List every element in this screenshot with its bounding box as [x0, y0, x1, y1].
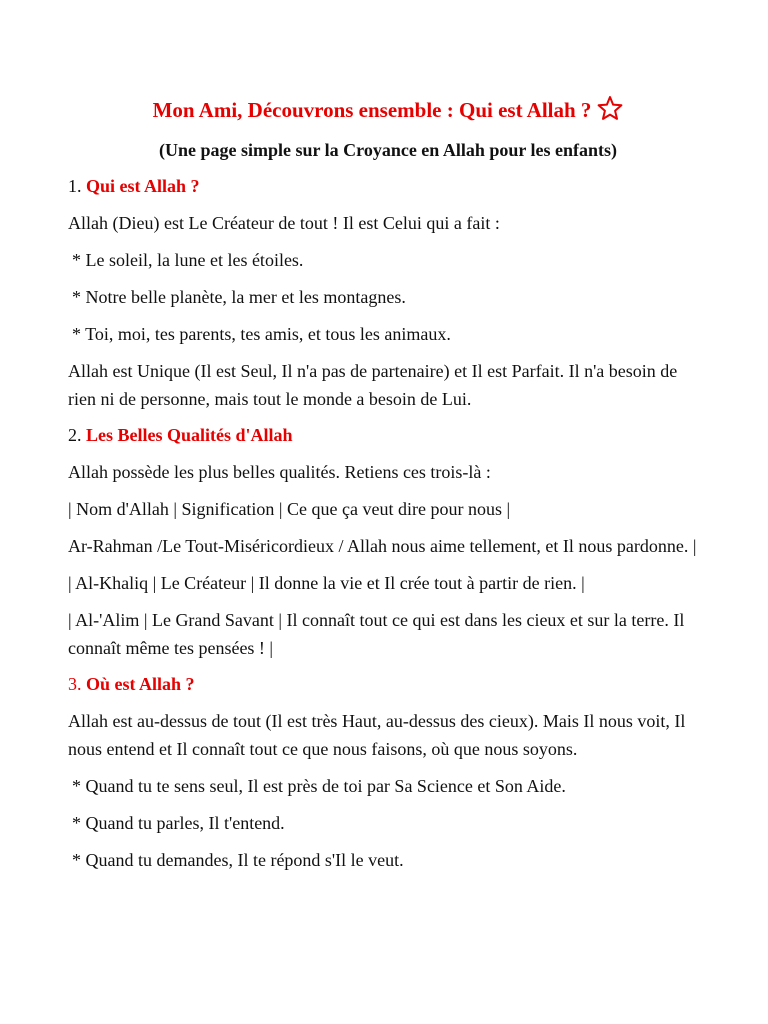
- document-subtitle: (Une page simple sur la Croyance en Allah pour les enfants): [158, 140, 618, 160]
- document-page: [68, 92, 708, 874]
- bullet-item: * Quand tu demandes, Il te répond s'Il le veut.: [72, 850, 404, 870]
- section-number: 2.: [68, 425, 82, 445]
- section-outro: Allah est Unique (Il est Seul, Il n'a pas de partenaire) et Il est Parfait. Il n'a besoin de rien ni de personne, mais tout le monde a besoin de Lui.: [68, 361, 678, 409]
- section-number: 1.: [68, 176, 82, 196]
- section-title: Où est Allah ?: [86, 674, 195, 694]
- section-intro: Allah possède les plus belles qualités. Retiens ces trois-là :: [68, 462, 491, 482]
- section-title: Qui est Allah ?: [86, 176, 200, 196]
- section-heading-2: [68, 421, 708, 449]
- section-heading-3: [68, 670, 708, 698]
- table-row-text: | Nom d'Allah | Signification | Ce que ça veut dire pour nous |: [68, 499, 511, 519]
- bullet-item: * Notre belle planète, la mer et les montagnes.: [72, 287, 406, 307]
- section-intro: Allah (Dieu) est Le Créateur de tout ! Il est Celui qui a fait :: [68, 213, 500, 233]
- table-row-text: | Al-'Alim | Le Grand Savant | Il connaît tout ce qui est dans les cieux et sur la terre. Il connaît même tes pensées ! |: [68, 610, 685, 658]
- bullet-item: * Quand tu parles, Il t'entend.: [72, 813, 285, 833]
- star-outline-icon: [597, 95, 623, 132]
- table-row-text: Ar-Rahman /Le Tout-Miséricordieux / Allah nous aime tellement, et Il nous pardonne. |: [68, 536, 697, 556]
- bullet-item: * Le soleil, la lune et les étoiles.: [72, 250, 304, 270]
- document-title-text: Mon Ami, Découvrons ensemble : Qui est Allah ?: [152, 98, 592, 122]
- bullet-item: * Quand tu te sens seul, Il est près de toi par Sa Science et Son Aide.: [72, 776, 566, 796]
- section-title: Les Belles Qualités d'Allah: [86, 425, 293, 445]
- section-heading-1: [68, 172, 708, 200]
- document-title: [68, 92, 708, 132]
- bullet-item: * Toi, moi, tes parents, tes amis, et tous les animaux.: [72, 324, 451, 344]
- section-intro: Allah est au-dessus de tout (Il est très Haut, au-dessus des cieux). Mais Il nous voit, Il nous entend et Il connaît tout ce que nous faisons, où que nous soyons.: [68, 711, 686, 759]
- section-number: 3.: [68, 674, 82, 694]
- table-row-text: | Al-Khaliq | Le Créateur | Il donne la vie et Il crée tout à partir de rien. |: [68, 573, 585, 593]
